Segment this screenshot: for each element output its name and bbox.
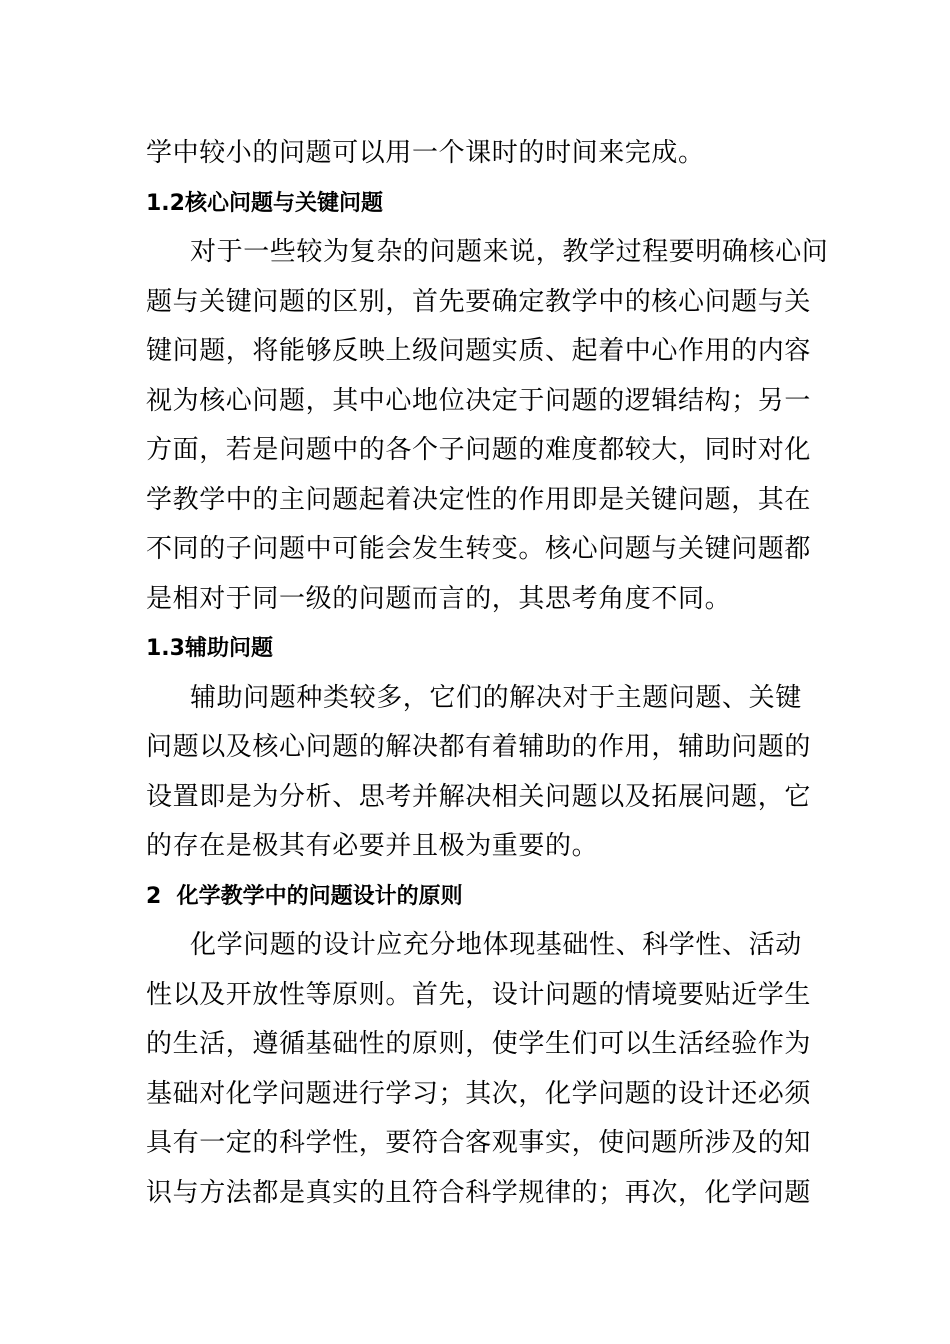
text-line: 问题以及核心问题的解决都有着辅助的作用，辅助问题的 [146,732,812,762]
section-heading-1-3: 1.3辅助问题 [146,636,273,661]
text-line: 识与方法都是真实的且符合科学规律的；再次，化学问题 [146,1177,812,1208]
text-line: 方面，若是问题中的各个子问题的难度都较大，同时对化 [146,435,812,465]
text-line: 题与关键问题的区别，首先要确定教学中的核心问题与关 [146,286,812,317]
text-line: 设置即是为分析、思考并解决相关问题以及拓展问题，它 [146,781,812,812]
text-line: 学教学中的主问题起着决定性的作用即是关键问题，其在 [146,484,812,515]
text-line: 的生活，遵循基础性的原则，使学生们可以生活经验作为 [146,1029,812,1059]
text-line: 化学问题的设计应充分地体现基础性、科学性、活动 [190,930,802,960]
text-line: 的存在是极其有必要并且极为重要的。 [146,831,599,861]
text-line: 是相对于同一级的问题而言的，其思考角度不同。 [146,583,732,614]
document-body [146,129,829,1218]
text-line: 不同的子问题中可能会发生转变。核心问题与关键问题都 [146,534,812,564]
text-line: 视为核心问题，其中心地位决定于问题的逻辑结构；另一 [146,385,812,416]
text-line: 基础对化学问题进行学习；其次，化学问题的设计还必须 [146,1078,812,1109]
text-line: 学中较小的问题可以用一个课时的时间来完成。 [146,138,705,168]
section-heading-1-2: 1.2核心问题与关键问题 [146,190,383,216]
text-line: 辅助问题种类较多，它们的解决对于主题问题、关键 [190,682,802,713]
text-line: 具有一定的科学性，要符合客观事实，使问题所涉及的知 [146,1128,812,1158]
text-line: 对于一些较为复杂的问题来说，教学过程要明确核心问 [190,237,829,267]
text-line: 键问题，将能够反映上级问题实质、起着中心作用的内容 [146,336,812,366]
text-line: 性以及开放性等原则。首先，设计问题的情境要贴近学生 [146,979,812,1010]
section-heading-2: 2 化学教学中的问题设计的原则 [146,883,463,909]
